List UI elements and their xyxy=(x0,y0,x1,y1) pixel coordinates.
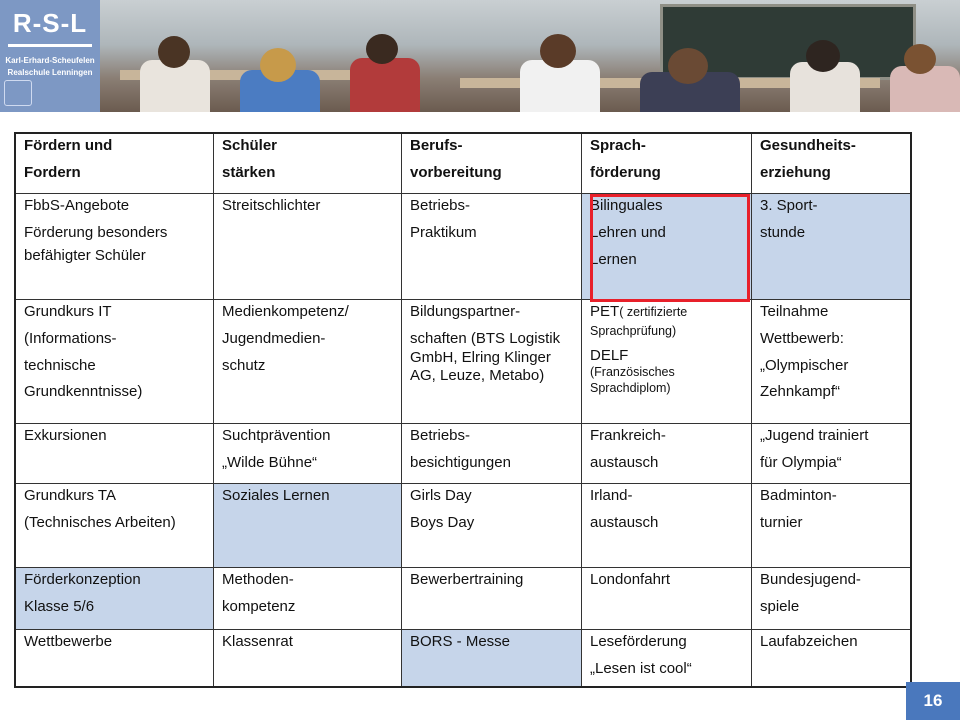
cell-line: Lehren und xyxy=(590,223,666,241)
photo-student xyxy=(668,48,708,84)
logo-abbreviation: R-S-L xyxy=(12,8,88,38)
cell-text: ( zertifizierte Sprachprüfung) xyxy=(590,305,688,338)
header-line: Fordern xyxy=(24,163,81,181)
table-cell xyxy=(752,630,910,686)
logo-school-name: Karl-Erhard-Scheufelen xyxy=(5,56,95,65)
classroom-photo xyxy=(100,0,960,112)
cell-line: Bilinguales xyxy=(590,197,663,214)
table-cell xyxy=(214,194,402,300)
table-cell xyxy=(402,194,582,300)
cell-line: spiele xyxy=(760,597,800,615)
logo-emblem-icon xyxy=(4,80,32,106)
cell-line: (Französisches Sprachdiplom) xyxy=(590,365,675,395)
cell-line: „Olympischer xyxy=(760,356,849,374)
cell-line: Boys Day xyxy=(410,513,475,531)
cell-line: Exkursionen xyxy=(24,427,107,444)
cell-line: (Technisches Arbeiten) xyxy=(24,513,176,531)
cell-line: BORS - Messe xyxy=(410,633,511,650)
table-cell xyxy=(752,484,910,568)
table-cell xyxy=(582,424,752,484)
cell-line: Wettbewerbe xyxy=(24,633,113,650)
table-cell xyxy=(582,630,752,686)
table-cell xyxy=(402,630,582,686)
table-cell xyxy=(402,484,582,568)
table-cell xyxy=(752,568,910,630)
cell-line: Grundkenntnisse) xyxy=(24,383,143,401)
header-line: stärken xyxy=(222,163,276,181)
table-cell xyxy=(16,424,214,484)
cell-line: Londonfahrt xyxy=(590,571,671,588)
table-cell xyxy=(582,300,752,424)
cell-line: Grundkurs TA xyxy=(24,487,116,504)
table-cell xyxy=(582,484,752,568)
cell-line: „Wilde Bühne“ xyxy=(222,453,318,471)
cell-line: Lernen xyxy=(590,250,637,268)
cell-line: kompetenz xyxy=(222,597,296,615)
cell-line: DELF xyxy=(590,346,629,364)
table-header-cell xyxy=(402,134,582,194)
cell-line: besichtigungen xyxy=(410,453,511,471)
header-line: förderung xyxy=(590,163,661,181)
table-header-cell xyxy=(16,134,214,194)
header-line: vorbereitung xyxy=(410,163,502,181)
header-line: Fördern und xyxy=(24,137,113,154)
cell-line: Frankreich- xyxy=(590,427,666,444)
table-cell xyxy=(16,568,214,630)
table-cell xyxy=(582,568,752,630)
header-line: Schüler xyxy=(222,137,278,154)
header-line: Berufs- xyxy=(410,137,463,154)
cell-line: schutz xyxy=(222,356,266,374)
cell-line: Jugendmedien- xyxy=(222,329,326,347)
photo-student xyxy=(540,34,576,68)
table-cell xyxy=(752,194,910,300)
photo-student xyxy=(350,58,420,112)
highlight-frame xyxy=(590,194,750,302)
cell-line: Klassenrat xyxy=(222,633,293,650)
cell-line: Klasse 5/6 xyxy=(24,597,95,615)
table-cell xyxy=(214,300,402,424)
cell-line: Laufabzeichen xyxy=(760,633,858,650)
cell-line: Badminton- xyxy=(760,487,837,504)
table-cell xyxy=(16,194,214,300)
table-cell xyxy=(402,424,582,484)
table-header-cell xyxy=(582,134,752,194)
cell-line: FbbS-Angebote xyxy=(24,197,130,214)
cell-line: „Lesen ist cool“ xyxy=(590,659,692,677)
cell-line: schaften (BTS Logistik GmbH, Elring Klinger AG, Leuze, Metabo) xyxy=(410,329,561,385)
cell-line: turnier xyxy=(760,513,803,531)
cell-line: Teilnahme xyxy=(760,303,829,320)
table-cell xyxy=(402,300,582,424)
cell-line: Zehnkampf“ xyxy=(760,383,841,401)
photo-student xyxy=(260,48,296,82)
table-cell xyxy=(16,484,214,568)
logo-divider xyxy=(8,44,92,47)
cell-line: technische xyxy=(24,356,96,374)
cell-line: Medienkompetenz/ xyxy=(222,303,349,320)
table-cell xyxy=(402,568,582,630)
header-line: Sprach- xyxy=(590,137,646,154)
cell-line: Methoden- xyxy=(222,571,294,588)
cell-line: austausch xyxy=(590,453,659,471)
cell-line: Grundkurs IT xyxy=(24,303,112,320)
table-cell xyxy=(214,484,402,568)
header-line: Gesundheits- xyxy=(760,137,856,154)
cell-line: (Informations- xyxy=(24,329,117,347)
cell-line: Leseförderung xyxy=(590,633,687,650)
cell-line: Praktikum xyxy=(410,223,477,241)
cell-line: Förderkonzeption xyxy=(24,571,141,588)
cell-line: „Jugend trainiert xyxy=(760,427,869,444)
cell-line: 3. Sport- xyxy=(760,197,818,214)
cell-line: Bildungspartner- xyxy=(410,303,521,320)
header-banner xyxy=(0,0,960,112)
cell-line: Girls Day xyxy=(410,487,472,504)
page-number-badge: 16 xyxy=(906,682,960,720)
table-header-cell xyxy=(752,134,910,194)
table-cell xyxy=(752,300,910,424)
activities-table xyxy=(14,132,912,688)
cell-line: austausch xyxy=(590,513,659,531)
table-cell xyxy=(214,568,402,630)
cell-text: PET xyxy=(590,303,620,320)
cell-line: befähigter Schüler xyxy=(24,246,146,264)
table-cell xyxy=(214,630,402,686)
table-cell xyxy=(16,300,214,424)
header-line: erziehung xyxy=(760,163,831,181)
cell-line: Soziales Lernen xyxy=(222,487,330,504)
cell-line: Betriebs- xyxy=(410,197,471,214)
photo-student xyxy=(366,34,398,64)
cell-line: Streitschlichter xyxy=(222,197,321,214)
cell-line: stunde xyxy=(760,223,806,241)
table-cell xyxy=(752,424,910,484)
photo-student xyxy=(904,44,936,74)
logo-school-type: Realschule Lenningen xyxy=(7,68,93,77)
table-header-cell xyxy=(214,134,402,194)
cell-line: Bundesjugend- xyxy=(760,571,861,588)
cell-line: Irland- xyxy=(590,487,633,504)
cell-line: Betriebs- xyxy=(410,427,471,444)
table-cell xyxy=(16,630,214,686)
cell-line: Wettbewerb: xyxy=(760,329,844,347)
cell-line: Suchtprävention xyxy=(222,427,331,444)
photo-student xyxy=(806,40,840,72)
cell-line: Förderung besonders xyxy=(24,223,168,241)
cell-line xyxy=(590,303,743,341)
table-cell xyxy=(214,424,402,484)
school-logo xyxy=(0,0,100,112)
photo-student xyxy=(158,36,190,68)
cell-line: für Olympia“ xyxy=(760,453,842,471)
cell-line: Bewerbertraining xyxy=(410,571,524,588)
